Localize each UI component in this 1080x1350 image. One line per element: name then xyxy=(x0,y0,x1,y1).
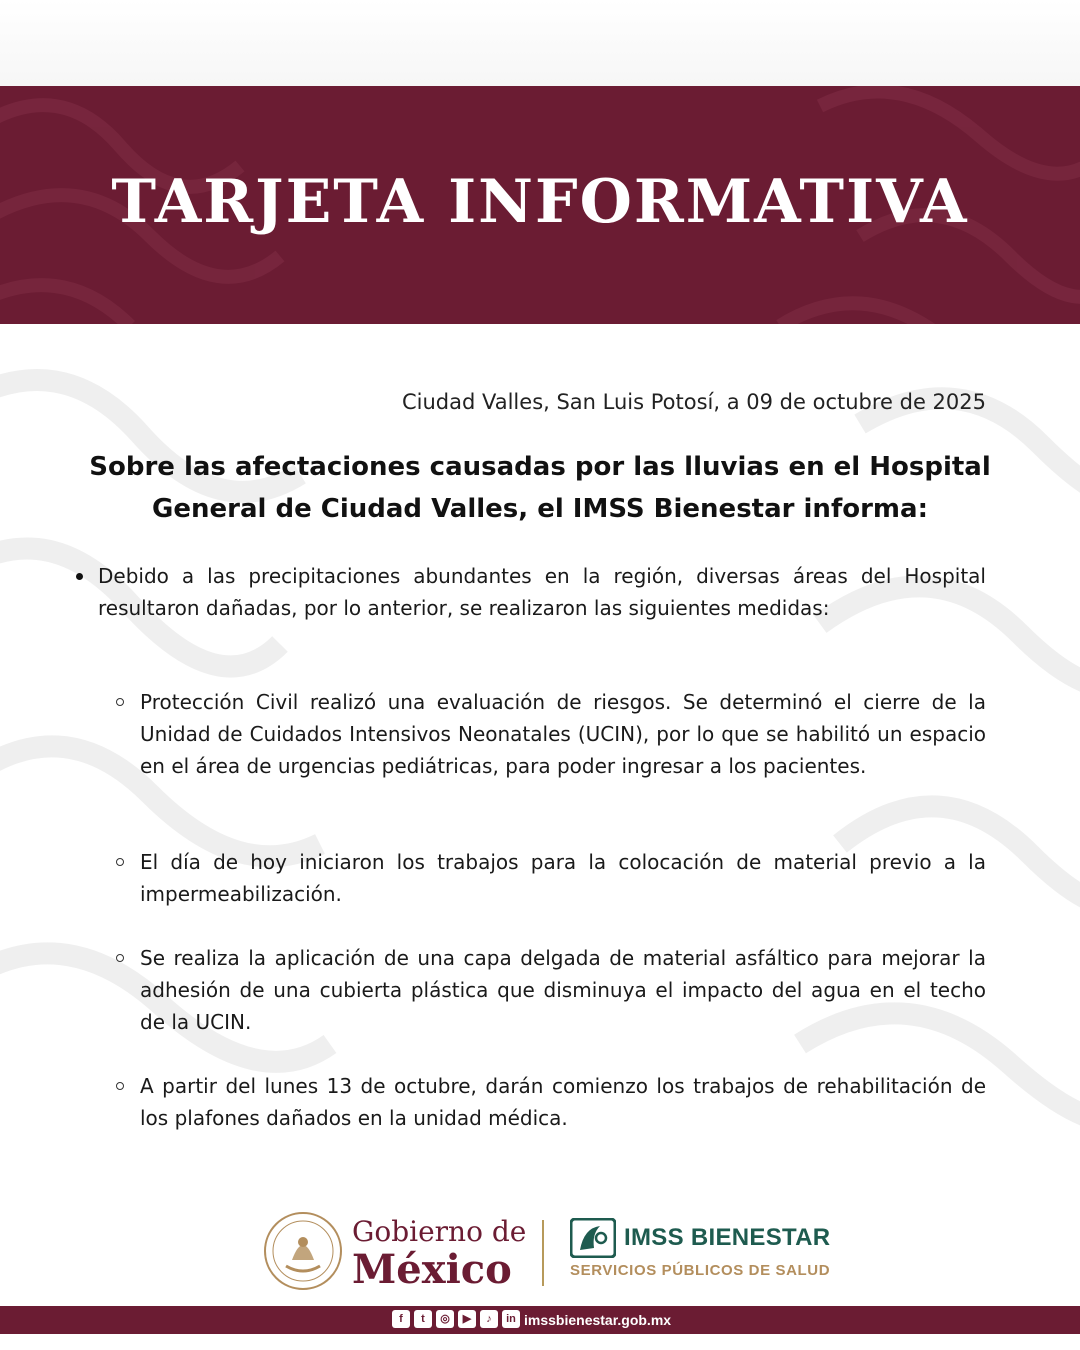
circle-bullet-icon xyxy=(116,858,124,866)
gobierno-de-mexico-logo xyxy=(352,1216,526,1292)
measure-item xyxy=(140,686,986,782)
headline xyxy=(40,446,1040,530)
circle-bullet-icon xyxy=(116,698,124,706)
youtube-icon[interactable]: ▶ xyxy=(458,1310,476,1328)
bullet-icon xyxy=(76,573,83,580)
tiktok-icon[interactable]: ♪ xyxy=(480,1310,498,1328)
social-icons xyxy=(392,1310,520,1328)
measure-text: Protección Civil realizó una evaluación de riesgos. Se determinó el cierre de la Unidad de Cuidados Intensivos Neonatales (UCIN), por lo que se habilitó un espacio en el área de urgencias pediátricas, para poder ingresar a los pacientes. xyxy=(140,690,986,778)
main-point-text: Debido a las precipitaciones abundantes en la región, diversas áreas del Hospital resultaron dañadas, por lo anterior, se realizaron las siguientes medidas: xyxy=(98,564,986,620)
measure-item xyxy=(140,1070,986,1134)
imss-subtitle: SERVICIOS PÚBLICOS DE SALUD xyxy=(570,1262,831,1279)
measure-item xyxy=(140,846,986,910)
measure-item xyxy=(140,942,986,1038)
linkedin-icon[interactable]: in xyxy=(502,1310,520,1328)
facebook-icon[interactable]: f xyxy=(392,1310,410,1328)
instagram-icon[interactable]: ◎ xyxy=(436,1310,454,1328)
circle-bullet-icon xyxy=(116,954,124,962)
footer-logos xyxy=(0,1206,1080,1302)
measure-text: Se realiza la aplicación de una capa delgada de material asfáltico para mejorar la adhesión de una cubierta plástica que disminuya el impacto del agua en el techo de la UCIN. xyxy=(140,946,986,1034)
measure-text: El día de hoy iniciaron los trabajos para la colocación de material previo a la impermeabilización. xyxy=(140,850,986,906)
headline-line-1: Sobre las afectaciones causadas por las lluvias en el Hospital xyxy=(89,452,991,482)
twitter-icon[interactable]: t xyxy=(414,1310,432,1328)
bottom-margin xyxy=(0,1334,1080,1350)
measure-text: A partir del lunes 13 de octubre, darán comienzo los trabajos de rehabilitación de los plafones dañados en la unidad médica. xyxy=(140,1074,986,1130)
circle-bullet-icon xyxy=(116,1082,124,1090)
headline-line-2: General de Ciudad Valles, el IMSS Bienestar informa: xyxy=(152,494,928,524)
logo-divider xyxy=(542,1220,544,1286)
main-list xyxy=(98,560,986,624)
banner-title: TARJETA INFORMATIVA xyxy=(111,167,969,237)
date-line: Ciudad Valles, San Luis Potosí, a 09 de octubre de 2025 xyxy=(401,390,986,414)
imss-bienestar-name: IMSS BIENESTAR xyxy=(624,1224,831,1251)
national-seal-icon xyxy=(262,1210,344,1292)
bottom-bar xyxy=(0,1306,1080,1334)
gob-line-1: Gobierno de xyxy=(352,1215,527,1248)
gob-line-2: México xyxy=(352,1246,512,1293)
imss-eagle-icon xyxy=(570,1218,616,1258)
main-point xyxy=(98,560,986,624)
website-link[interactable]: imssbienestar.gob.mx xyxy=(524,1312,672,1328)
